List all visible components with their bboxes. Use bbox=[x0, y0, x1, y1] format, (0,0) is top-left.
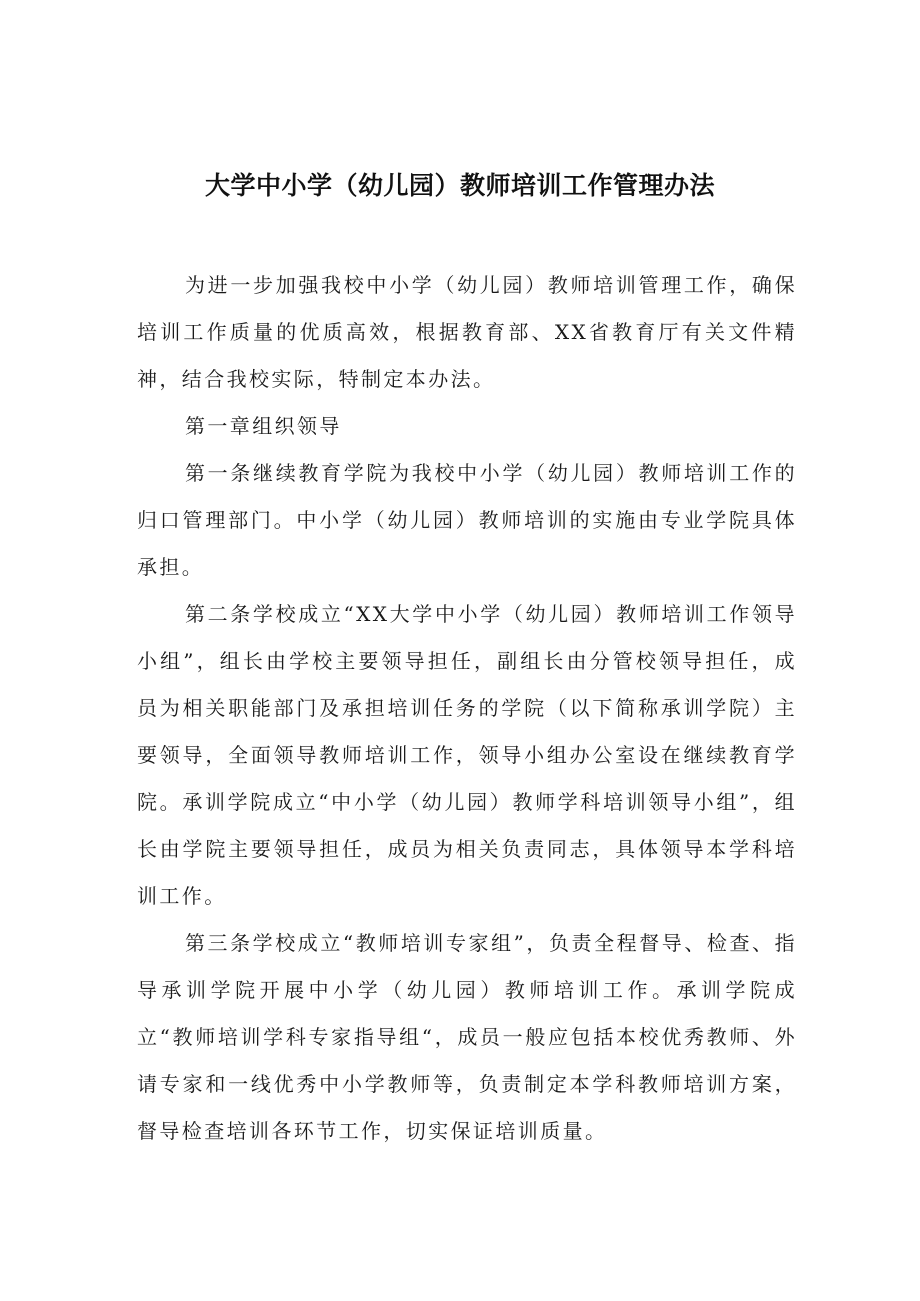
chapter-heading: 第一章组织领导 bbox=[185, 414, 342, 438]
article-1-paragraph: 第一条继续教育学院为我校中小学（幼儿园）教师培训工作的归口管理部门。中小学（幼儿园）教师培训的实施由专业学院具体承担。 bbox=[137, 461, 797, 579]
article-2-paragraph: 第二条学校成立“XX大学中小学（幼儿园）教师培训工作领导小组”，组长由学校主要领导担任，副组长由分管校领导担任，成员为相关职能部门及承担培训任务的学院（以下简称承训学院）主要领导，全面领导教师培训工作，领导小组办公室设在继续教育学院。承训学院成立“中小学（幼儿园）教师学科培训领导小组”，组长由学院主要领导担任，成员为相关负责同志，具体领导本学科培训工作。 bbox=[137, 602, 797, 908]
document-title: 大学中小学（幼儿园）教师培训工作管理办法 bbox=[204, 171, 715, 200]
intro-paragraph: 为进一步加强我校中小学（幼儿园）教师培训管理工作，确保培训工作质量的优质高效，根据教育部、XX省教育厅有关文件精神，结合我校实际，特制定本办法。 bbox=[137, 273, 797, 391]
document-body bbox=[137, 262, 797, 1155]
article-3-paragraph: 第三条学校成立“教师培训专家组”，负责全程督导、检查、指导承训学院开展中小学（幼儿园）教师培训工作。承训学院成立“教师培训学科专家指导组“，成员一般应包括本校优秀教师、外请专家和一线优秀中小学教师等，负责制定本学科教师培训方案，督导检查培训各环节工作，切实保证培训质量。 bbox=[137, 931, 797, 1143]
